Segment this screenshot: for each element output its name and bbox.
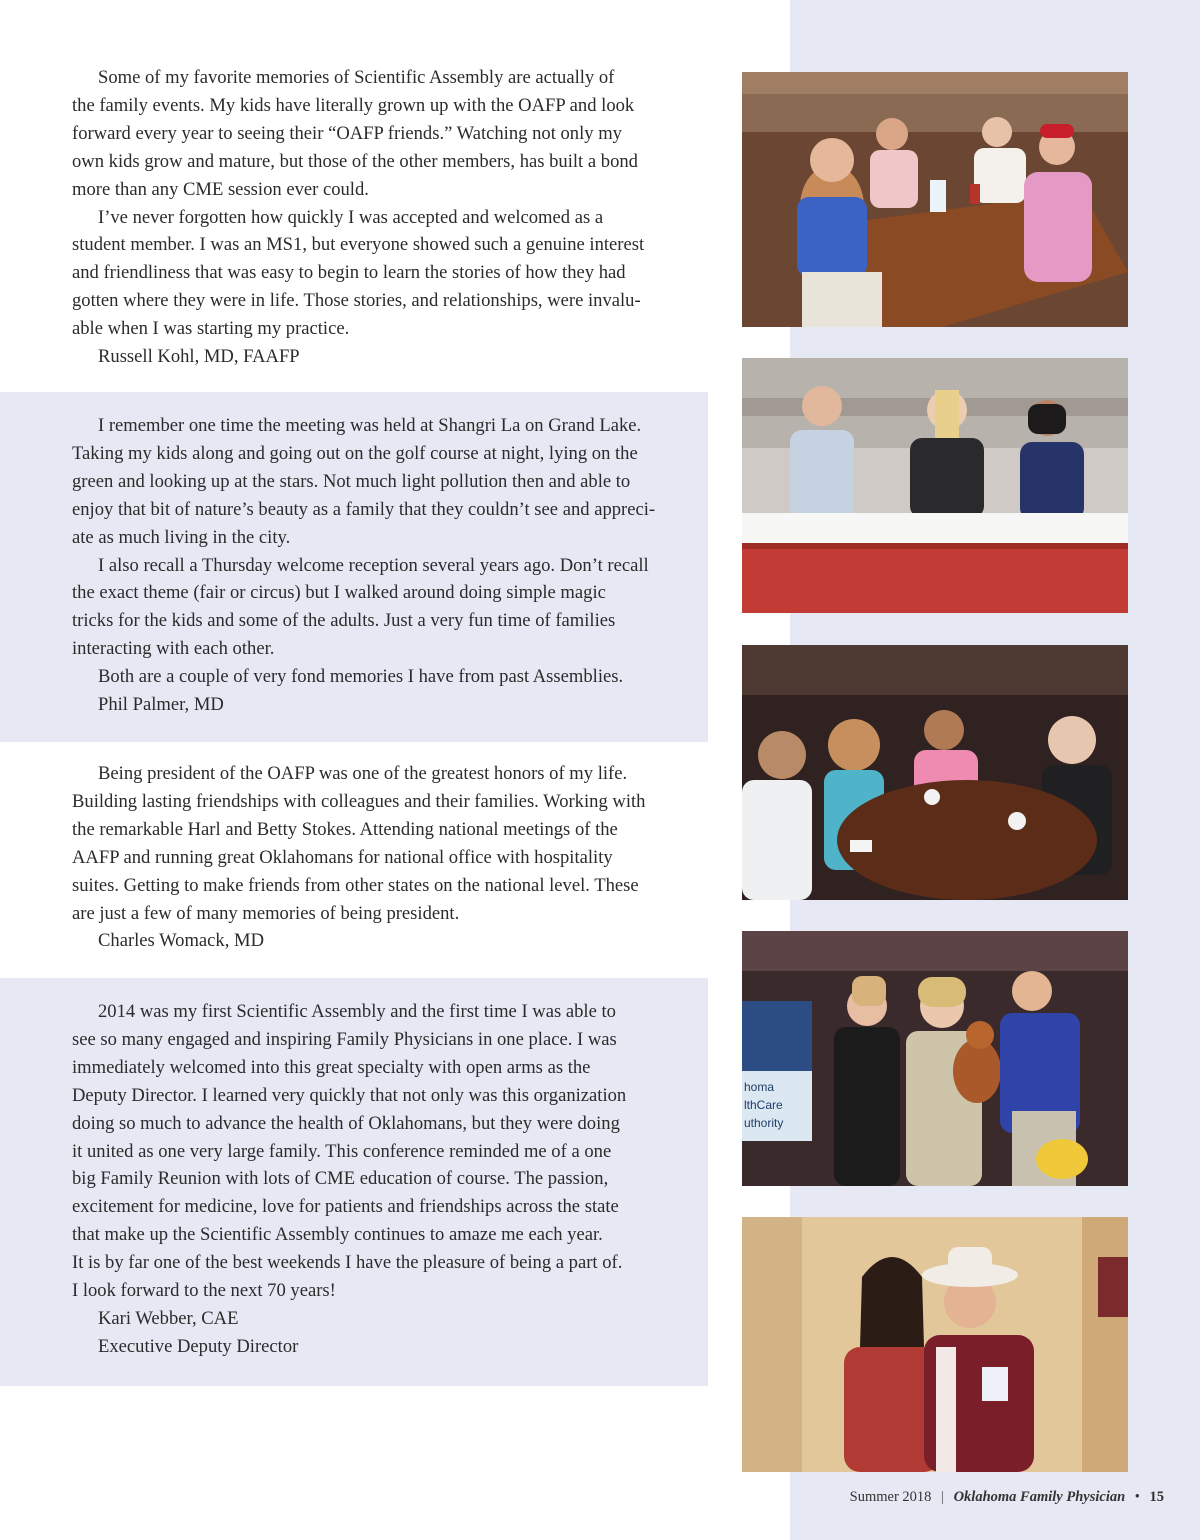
- text-line: the family events. My kids have literally grown up with the OAFP and look: [72, 94, 635, 116]
- text-line: I look forward to the next 70 years!: [72, 1280, 336, 1302]
- text-line: green and looking up at the stars. Not much light pollution then and able to: [72, 470, 631, 492]
- text-line: the exact theme (fair or circus) but I walked around doing simple magic: [72, 582, 606, 604]
- footer-bullet: •: [1134, 1489, 1140, 1505]
- photo-girls-at-round-table: [742, 645, 1128, 900]
- text-line: student member. I was an MS1, but everyone showed such a genuine interest: [72, 234, 645, 256]
- text-line: see so many engaged and inspiring Family Physicians in one place. I was: [72, 1028, 617, 1050]
- text-line: Being president of the OAFP was one of the greatest honors of my life.: [98, 763, 628, 784]
- issue-date: Summer 2018: [849, 1489, 932, 1505]
- text-line: AAFP and running great Oklahomans for national office with hospitality: [72, 846, 613, 868]
- author-signature: Charles Womack, MD: [98, 930, 264, 952]
- publication-name: Oklahoma Family Physician: [953, 1489, 1126, 1505]
- text-line: Both are a couple of very fond memories I have from past Assemblies.: [98, 666, 624, 688]
- author-title: Executive Deputy Director: [98, 1335, 299, 1357]
- text-line: forward every year to seeing their “OAFP friends.” Watching not only my: [72, 122, 622, 144]
- text-line: 2014 was my first Scientific Assembly and the first time I was able to: [98, 1001, 616, 1022]
- sign-text-homa: homa: [744, 1080, 775, 1094]
- page-number: 15: [1149, 1489, 1164, 1505]
- text-line: Some of my favorite memories of Scientific Assembly are actually of: [98, 67, 615, 88]
- photo-couple-cowboy-hat: [742, 1217, 1128, 1472]
- text-line: that make up the Scientific Assembly continues to amaze me each year.: [72, 1224, 603, 1246]
- text-line: able when I was starting my practice.: [72, 318, 350, 340]
- testimonial-womack: [0, 760, 708, 955]
- text-line: are just a few of many memories of being president.: [72, 902, 460, 924]
- photo-three-seated-attendees: [742, 358, 1128, 613]
- text-line: excitement for medicine, love for patients and friendships across the state: [72, 1196, 619, 1218]
- text-line: it united as one very large family. This conference reminded me of a one: [72, 1140, 612, 1162]
- testimonial-palmer: [0, 392, 708, 742]
- text-line: and friendliness that was easy to begin to learn the stories of how they had: [72, 262, 626, 284]
- text-line: I’ve never forgotten how quickly I was accepted and welcomed as a: [98, 206, 604, 228]
- sign-text-lthcare: lthCare: [744, 1098, 783, 1112]
- photo-women-at-table: [742, 72, 1128, 327]
- author-signature: Phil Palmer, MD: [98, 694, 224, 716]
- footer-separator: |: [941, 1489, 944, 1505]
- text-line: I remember one time the meeting was held at Shangri La on Grand Lake.: [98, 415, 642, 436]
- text-line: Taking my kids along and going out on the golf course at night, lying on the: [72, 442, 638, 464]
- text-line: immediately welcomed into this great specialty with open arms as the: [72, 1056, 591, 1078]
- text-line: enjoy that bit of nature’s beauty as a family that they couldn’t see and appreci-: [72, 498, 656, 520]
- text-line: big Family Reunion with lots of CME education of course. The passion,: [72, 1168, 609, 1190]
- text-line: more than any CME session ever could.: [72, 178, 369, 200]
- text-line: ate as much living in the city.: [72, 526, 291, 548]
- photo-attendees-with-balloon-monkey: [742, 931, 1128, 1186]
- author-signature: Kari Webber, CAE: [98, 1307, 239, 1329]
- text-line: doing so much to advance the health of Oklahomans, but they were doing: [72, 1112, 620, 1134]
- text-line: tricks for the kids and some of the adults. Just a very fun time of families: [72, 610, 616, 632]
- testimonial-webber: [0, 978, 708, 1386]
- text-line: I also recall a Thursday welcome reception several years ago. Don’t recall: [98, 554, 649, 576]
- author-signature: Russell Kohl, MD, FAAFP: [98, 346, 300, 368]
- text-line: It is by far one of the best weekends I have the pleasure of being a part of.: [72, 1252, 623, 1274]
- text-line: the remarkable Harl and Betty Stokes. Attending national meetings of the: [72, 818, 618, 840]
- sign-text-uthority: uthority: [744, 1116, 784, 1130]
- text-line: own kids grow and mature, but those of the other members, has built a bond: [72, 150, 638, 172]
- text-line: suites. Getting to make friends from other states on the national level. These: [72, 874, 639, 896]
- testimonial-kohl: [0, 64, 708, 371]
- text-line: Deputy Director. I learned very quickly that not only was this organization: [72, 1084, 627, 1106]
- text-line: Building lasting friendships with colleagues and their families. Working with: [72, 790, 646, 812]
- text-line: gotten where they were in life. Those stories, and relationships, were invalu-: [72, 290, 641, 312]
- text-line: interacting with each other.: [72, 638, 275, 660]
- page-footer: [850, 1489, 1164, 1506]
